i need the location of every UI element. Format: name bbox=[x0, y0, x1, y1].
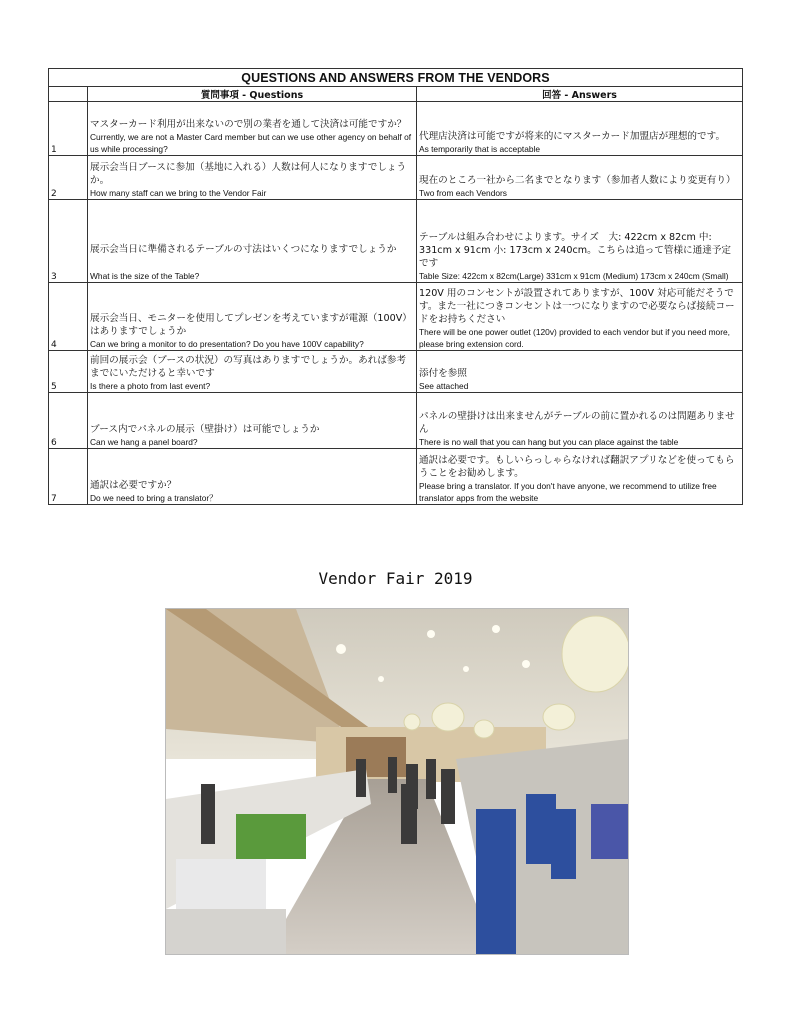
answer-jp: 現在のところ一社から二名までとなります（参加者人数により変更有り） bbox=[419, 175, 736, 186]
question-cell bbox=[88, 102, 417, 156]
question-cell bbox=[88, 449, 417, 505]
row-number: 4 bbox=[49, 283, 88, 351]
qa-table bbox=[48, 68, 743, 505]
question-jp: 通訳は必要ですか？ bbox=[90, 480, 177, 491]
question-en: What is the size of the Table? bbox=[90, 271, 200, 281]
answer-cell bbox=[417, 200, 743, 283]
question-jp: 展示会当日に準備されるテーブルの寸法はいくつになりますでしょうか bbox=[90, 244, 397, 255]
answer-en: Two from each Vendors bbox=[419, 188, 507, 198]
question-cell bbox=[88, 156, 417, 200]
question-jp: ブース内でパネルの展示（壁掛け）は可能でしょうか bbox=[90, 424, 320, 435]
question-cell bbox=[88, 283, 417, 351]
row-number: 7 bbox=[49, 449, 88, 505]
answer-jp: 通訳は必要です。もしいらっしゃらなければ翻訳アプリなどを使ってもらうことをお勧めします。 bbox=[419, 455, 735, 479]
header-answers: 回答 - Answers bbox=[417, 87, 743, 102]
question-en: Can we bring a monitor to do presentation? Do you have 100V capability? bbox=[90, 339, 364, 349]
table-row bbox=[49, 351, 743, 393]
question-cell bbox=[88, 393, 417, 449]
answer-en: There is no wall that you can hang but you can place against the table bbox=[419, 437, 679, 447]
question-en: How many staff can we bring to the Vendor Fair bbox=[90, 188, 267, 198]
question-cell bbox=[88, 200, 417, 283]
table-row bbox=[49, 393, 743, 449]
question-en: Do we need to bring a translator？ bbox=[90, 493, 218, 503]
row-number: 2 bbox=[49, 156, 88, 200]
answer-jp: 添付を参照 bbox=[419, 368, 467, 379]
answer-en: Table Size: 422cm x 82cm(Large) 331cm x 91cm (Medium) 173cm x 240cm (Small) bbox=[419, 271, 729, 281]
row-number: 5 bbox=[49, 351, 88, 393]
question-en: Currently, we are not a Master Card member but can we use other agency on behalf of us while processing? bbox=[90, 132, 412, 154]
answer-cell bbox=[417, 449, 743, 505]
answer-jp: 代理店決済は可能ですが将来的にマスターカード加盟店が理想的です。 bbox=[419, 131, 726, 142]
answer-en: Please bring a translator. If you don't have anyone, we recommend to utilize free translator apps from the website bbox=[419, 481, 717, 503]
answer-jp: パネルの壁掛けは出来ませんがテーブルの前に置かれるのは問題ありません bbox=[419, 411, 735, 435]
header-questions: 質問事項 - Questions bbox=[88, 87, 417, 102]
table-row bbox=[49, 200, 743, 283]
table-row bbox=[49, 283, 743, 351]
answer-en: There will be one power outlet (120v) provided to each vendor but if you need more, please bring extension cord. bbox=[419, 327, 730, 349]
answer-cell bbox=[417, 102, 743, 156]
photo-title: Vendor Fair 2019 bbox=[318, 569, 473, 588]
row-number: 1 bbox=[49, 102, 88, 156]
table-row bbox=[49, 156, 743, 200]
row-number: 6 bbox=[49, 393, 88, 449]
answer-jp: テーブルは組み合わせによります。サイズ 大: 422cm x 82cm 中: 331cm x 91cm 小: 173cm x 240cm。こちらは追って管様に通達予定です bbox=[419, 232, 732, 269]
table-row bbox=[49, 449, 743, 505]
question-jp: 前回の展示会（ブースの状況）の写真はありますでしょうか。あれば参考までにいただけると幸いです bbox=[90, 355, 407, 379]
question-jp: マスターカード利用が出来ないので別の業者を通して決済は可能ですか？ bbox=[90, 119, 407, 130]
answer-cell bbox=[417, 283, 743, 351]
question-en: Is there a photo from last event? bbox=[90, 381, 211, 391]
row-number: 3 bbox=[49, 200, 88, 283]
front-table bbox=[166, 909, 286, 954]
banner bbox=[591, 804, 628, 859]
header-number bbox=[49, 87, 88, 102]
vendor-fair-photo bbox=[165, 608, 629, 955]
question-jp: 展示会当日、モニターを使用してプレゼンを考えていますが電源（100V）はありますでしょうか bbox=[90, 313, 412, 337]
question-en: Can we hang a panel board? bbox=[90, 437, 198, 447]
answer-cell bbox=[417, 156, 743, 200]
green-table bbox=[236, 814, 306, 859]
answer-cell bbox=[417, 393, 743, 449]
question-jp: 展示会当日ブースに参加（基地に入れる）人数は何人になりますでしょうか。 bbox=[90, 162, 407, 186]
table-title: QUESTIONS AND ANSWERS FROM THE VENDORS bbox=[49, 69, 743, 87]
table-row bbox=[49, 102, 743, 156]
answer-cell bbox=[417, 351, 743, 393]
answer-jp: 120V 用のコンセントが設置されてありますが、100V 対応可能だそうです。また一社につきコンセントは一つになりますので必要ならば接続コードをお持ちください bbox=[419, 288, 735, 325]
answer-en: See attached bbox=[419, 381, 469, 391]
answer-en: As temporarily that is acceptable bbox=[419, 144, 541, 154]
question-cell bbox=[88, 351, 417, 393]
